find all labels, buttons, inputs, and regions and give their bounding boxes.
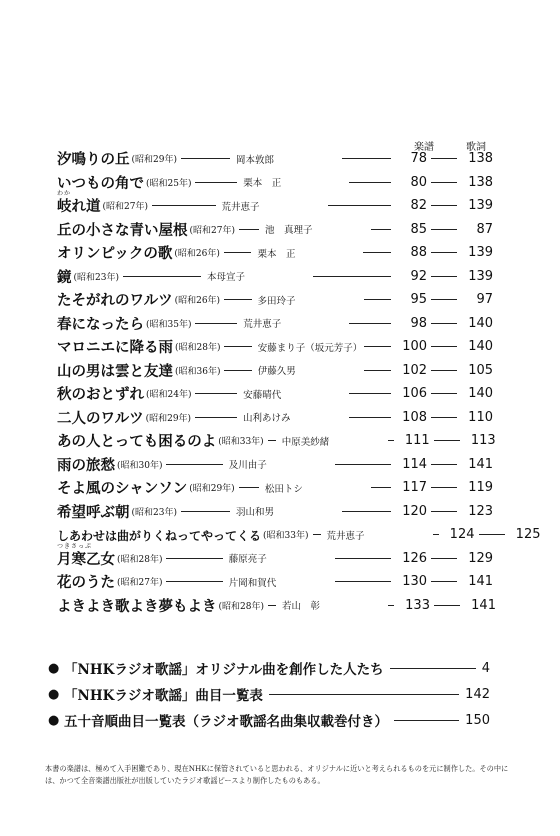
appendix-title: 「NHKラジオ歌謡」オリジナル曲を創作した人たち	[64, 662, 384, 678]
singer-name: 羽山和男	[236, 507, 275, 519]
song-title: 秋のおとずれ	[57, 386, 144, 404]
leader-line	[269, 694, 459, 695]
bullet-icon: ●	[48, 660, 60, 676]
song-title: マロニエに降る雨	[57, 339, 173, 357]
leader-line	[371, 229, 391, 230]
toc-row	[57, 453, 493, 477]
song-year: (昭和29年)	[189, 484, 235, 495]
toc-row	[57, 288, 493, 312]
song-title: 汐鳴りの丘	[57, 151, 130, 169]
leader-line	[431, 182, 457, 183]
singer-name: 若山 彰	[281, 601, 320, 613]
song-year: (昭和27年)	[102, 202, 148, 213]
leader-line	[195, 417, 237, 418]
leader-line	[371, 487, 391, 488]
score-page: 82	[410, 198, 428, 214]
song-title: 鏡	[57, 268, 72, 286]
toc-row	[57, 523, 541, 547]
leader-line	[431, 464, 457, 465]
furigana: つきさっぷ	[57, 542, 93, 550]
score-page: 111	[404, 433, 430, 449]
toc-row	[57, 265, 493, 289]
song-year: (昭和24年)	[146, 390, 192, 401]
toc-row	[57, 594, 496, 618]
lyrics-page: 105	[468, 362, 494, 378]
score-page: 108	[402, 409, 427, 425]
toc-row	[57, 476, 493, 500]
leader-line	[394, 720, 459, 721]
score-page: 114	[402, 456, 428, 472]
appendix-title: 五十音順曲目一覧表（ラジオ歌謡名曲集収載巻付き）	[64, 714, 388, 730]
leader-line	[195, 323, 237, 324]
song-title: 春になったら	[57, 315, 144, 333]
leader-line	[166, 581, 222, 582]
singer-name: 岡本敦郎	[236, 154, 275, 166]
singer-name: 多田玲子	[257, 295, 296, 307]
song-year: (昭和30年)	[117, 460, 163, 471]
song-title: 希望呼ぶ朝	[57, 503, 130, 521]
singer-name: 松田トシ	[264, 483, 303, 495]
leader-line	[313, 534, 321, 535]
appendix-title: 「NHKラジオ歌謡」曲目一覧表	[64, 688, 263, 704]
toc-row	[57, 147, 493, 171]
lyrics-page: 123	[468, 503, 494, 519]
song-title: しあわせは曲がりくねってやってくる	[57, 529, 262, 544]
song-year: (昭和25年)	[146, 178, 192, 189]
leader-line	[166, 464, 222, 465]
lyrics-page: 140	[468, 386, 494, 402]
song-title: 月寒乙女	[57, 550, 115, 568]
leader-line	[166, 558, 222, 559]
leader-line	[335, 558, 391, 559]
singer-name: 中原美紗緒	[281, 436, 330, 448]
lyrics-page: 140	[468, 339, 494, 355]
toc-row	[57, 359, 493, 383]
leader-line	[224, 299, 251, 300]
footnote: 本書の楽譜は、極めて入手困難であり、現在NHKに保管されていると思われる、オリジナルに近いと考えられるものを元に制作した。その中には、かつて全音楽譜出版社が出版していたラジオ歌謡ピースより制作したものもある。	[45, 764, 509, 785]
toc-row	[57, 218, 493, 242]
leader-line	[434, 605, 460, 606]
leader-line	[431, 299, 457, 300]
song-year: (昭和36年)	[175, 366, 221, 377]
lyrics-page: 129	[468, 550, 494, 566]
leader-line	[313, 276, 391, 277]
lyrics-page: 125	[515, 527, 541, 543]
leader-line	[268, 605, 276, 606]
score-page: 100	[402, 339, 428, 355]
leader-line	[431, 346, 457, 347]
song-title: 岐れ道	[57, 198, 101, 216]
leader-line	[123, 276, 201, 277]
leader-line	[388, 605, 394, 606]
appendix-row	[48, 707, 490, 733]
leader-line	[152, 205, 216, 206]
lyrics-page: 138	[468, 174, 494, 190]
leader-line	[239, 487, 259, 488]
leader-line	[431, 252, 457, 253]
score-page: 117	[402, 480, 428, 496]
song-year: (昭和27年)	[117, 578, 163, 589]
leader-line	[349, 393, 391, 394]
leader-line	[431, 158, 457, 159]
leader-line	[328, 205, 392, 206]
lyrics-page: 141	[468, 456, 494, 472]
leader-line	[479, 534, 505, 535]
appendix-page: 150	[465, 712, 490, 728]
leader-line	[433, 534, 439, 535]
song-year: (昭和33年)	[218, 437, 264, 448]
leader-line	[431, 417, 457, 418]
leader-line	[431, 229, 457, 230]
leader-line	[434, 440, 460, 441]
score-page: 130	[402, 574, 428, 590]
song-title: 山の男は雲と友達	[57, 362, 173, 380]
lyrics-page: 139	[468, 198, 494, 214]
appendix-page: 142	[465, 686, 490, 702]
singer-name: 荒井恵子	[326, 530, 365, 542]
singer-name: 安藤まり子（坂元芳子）	[257, 342, 363, 354]
toc-row	[57, 312, 493, 336]
song-year: (昭和23年)	[131, 507, 177, 518]
bullet-icon: ●	[48, 712, 60, 728]
singer-name: 及川由子	[228, 460, 267, 472]
lyrics-page: 87	[476, 221, 494, 237]
singer-name: 栗本 正	[257, 248, 296, 260]
leader-line	[364, 299, 391, 300]
leader-line	[239, 229, 259, 230]
toc-row	[57, 429, 496, 453]
lyrics-page: 139	[468, 268, 494, 284]
lyrics-page: 113	[470, 433, 496, 449]
song-year: (昭和33年)	[263, 531, 309, 542]
toc-row	[57, 190, 494, 218]
score-page: 126	[402, 550, 428, 566]
song-title: いつもの角で	[57, 174, 144, 192]
song-title: 二人のワルツ	[57, 409, 144, 427]
song-year: (昭和26年)	[174, 249, 220, 260]
toc-row	[57, 171, 494, 198]
song-title: 雨の旅愁	[57, 456, 115, 474]
singer-name: 栗本 正	[243, 178, 282, 190]
toc-row	[57, 335, 493, 359]
lyrics-page: 139	[468, 245, 493, 261]
song-year: (昭和27年)	[189, 225, 235, 236]
score-page: 88	[410, 245, 427, 261]
score-column-header: 楽譜	[414, 142, 434, 153]
song-title: オリンピックの歌	[57, 245, 173, 263]
score-page: 78	[410, 151, 428, 167]
song-year: (昭和23年)	[73, 272, 119, 283]
score-page: 120	[402, 503, 428, 519]
lyrics-column-header: 歌詞	[466, 142, 486, 153]
appendix-row	[48, 655, 490, 681]
singer-name: 山利あけみ	[243, 413, 291, 425]
lyrics-page: 140	[468, 315, 494, 331]
song-title: 丘の小さな青い屋根	[57, 221, 188, 239]
leader-line	[195, 182, 237, 183]
leader-line	[431, 511, 457, 512]
appendix-row	[48, 681, 490, 707]
leader-line	[224, 252, 252, 253]
toc-row	[57, 570, 493, 594]
song-year: (昭和26年)	[174, 296, 221, 307]
song-title: よきよき歌よき夢もよき	[57, 597, 217, 615]
toc-row	[57, 500, 493, 524]
lyrics-page: 97	[476, 292, 493, 308]
leader-line	[335, 581, 391, 582]
lyrics-page: 138	[468, 151, 494, 167]
score-page: 80	[410, 174, 428, 190]
song-year: (昭和35年)	[146, 319, 192, 330]
score-page: 133	[405, 597, 430, 613]
score-page: 124	[449, 527, 475, 543]
song-title: たそがれのワルツ	[57, 292, 173, 310]
leader-line	[181, 158, 230, 159]
leader-line	[224, 346, 251, 347]
lyrics-page: 141	[471, 597, 496, 613]
lyrics-page: 119	[468, 480, 494, 496]
appendix-page: 4	[481, 660, 490, 676]
score-page: 85	[410, 221, 428, 237]
song-title: 花のうた	[57, 574, 115, 592]
leader-line	[349, 417, 391, 418]
leader-line	[181, 511, 230, 512]
leader-line	[349, 182, 391, 183]
score-page: 102	[402, 362, 428, 378]
leader-line	[431, 323, 457, 324]
table-of-contents	[57, 147, 541, 617]
appendix-list	[48, 655, 490, 733]
bullet-icon: ●	[48, 686, 60, 702]
leader-line	[431, 370, 457, 371]
leader-line	[335, 464, 391, 465]
leader-line	[431, 276, 457, 277]
score-page: 92	[410, 268, 428, 284]
singer-name: 荒井恵子	[243, 319, 282, 331]
leader-line	[195, 393, 237, 394]
singer-name: 藤原亮子	[228, 554, 267, 566]
leader-line	[268, 440, 276, 441]
toc-row	[57, 406, 493, 430]
toc-row	[57, 382, 493, 406]
leader-line	[342, 511, 391, 512]
furigana: わか	[57, 190, 72, 198]
song-title: あの人とっても困るのよ	[57, 433, 217, 451]
song-year: (昭和28年)	[117, 554, 163, 565]
song-year: (昭和28年)	[218, 601, 264, 612]
leader-line	[431, 487, 457, 488]
toc-row	[57, 241, 493, 265]
leader-line	[349, 323, 391, 324]
singer-name: 安藤晴代	[243, 389, 282, 401]
song-year: (昭和28年)	[175, 343, 221, 354]
leader-line	[390, 668, 476, 669]
singer-name: 本母宣子	[207, 272, 246, 284]
score-page: 95	[410, 292, 427, 308]
leader-line	[224, 370, 251, 371]
leader-line	[364, 346, 391, 347]
song-year: (昭和29年)	[145, 413, 192, 424]
lyrics-page: 110	[468, 409, 493, 425]
singer-name: 池 真理子	[265, 225, 313, 237]
leader-line	[363, 252, 391, 253]
singer-name: 伊藤久男	[257, 366, 296, 378]
lyrics-page: 141	[468, 574, 494, 590]
score-page: 106	[402, 386, 428, 402]
score-page: 98	[410, 315, 428, 331]
leader-line	[388, 440, 394, 441]
toc-row	[57, 542, 494, 571]
singer-name: 片岡和賀代	[228, 577, 277, 589]
leader-line	[364, 370, 391, 371]
song-title: そよ風のシャンソン	[57, 480, 188, 498]
leader-line	[431, 558, 457, 559]
leader-line	[431, 581, 457, 582]
leader-line	[431, 393, 457, 394]
leader-line	[431, 205, 457, 206]
song-year: (昭和29年)	[131, 155, 177, 166]
leader-line	[342, 158, 391, 159]
singer-name: 荒井恵子	[221, 201, 260, 213]
